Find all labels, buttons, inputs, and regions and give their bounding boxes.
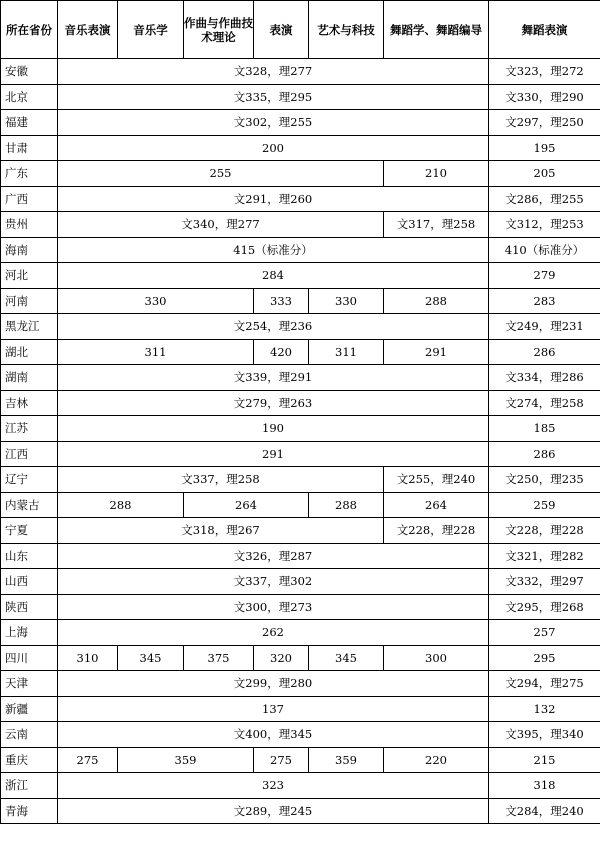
score-cell: 262 bbox=[58, 620, 489, 646]
dance-performance-cell: 文284，理240 bbox=[489, 798, 600, 824]
dance-performance-cell: 文295，理268 bbox=[489, 594, 600, 620]
table-row bbox=[1, 314, 600, 340]
dance-choreography-cell: 300 bbox=[384, 645, 489, 671]
table-row bbox=[1, 110, 600, 136]
score-cell: 文289，理245 bbox=[58, 798, 489, 824]
table-row bbox=[1, 135, 600, 161]
header-province: 所在省份 bbox=[1, 1, 58, 59]
dance-performance-cell: 185 bbox=[489, 416, 600, 442]
dance-performance-cell: 文249，理231 bbox=[489, 314, 600, 340]
dance-performance-cell: 410（标准分） bbox=[489, 237, 600, 263]
province-cell: 青海 bbox=[1, 798, 58, 824]
dance-choreography-cell: 文228，理228 bbox=[384, 518, 489, 544]
dance-performance-cell: 215 bbox=[489, 747, 600, 773]
table-row bbox=[1, 186, 600, 212]
dance-performance-cell: 文321，理282 bbox=[489, 543, 600, 569]
table-row bbox=[1, 390, 600, 416]
province-cell: 内蒙古 bbox=[1, 492, 58, 518]
table-row bbox=[1, 84, 600, 110]
province-cell: 广东 bbox=[1, 161, 58, 187]
score-cell: 文339，理291 bbox=[58, 365, 489, 391]
dance-performance-cell: 文274，理258 bbox=[489, 390, 600, 416]
table-row bbox=[1, 212, 600, 238]
province-cell: 宁夏 bbox=[1, 518, 58, 544]
header-dance-performance: 舞蹈表演 bbox=[489, 1, 600, 59]
province-cell: 甘肃 bbox=[1, 135, 58, 161]
table-row bbox=[1, 543, 600, 569]
score-cell: 311 bbox=[58, 339, 254, 365]
composition-cell: 375 bbox=[184, 645, 254, 671]
dance-performance-cell: 295 bbox=[489, 645, 600, 671]
dance-choreography-cell: 文317，理258 bbox=[384, 212, 489, 238]
province-cell: 云南 bbox=[1, 722, 58, 748]
province-cell: 海南 bbox=[1, 237, 58, 263]
dance-performance-cell: 259 bbox=[489, 492, 600, 518]
score-cell: 255 bbox=[58, 161, 384, 187]
header-musicology: 音乐学 bbox=[118, 1, 184, 59]
province-cell: 广西 bbox=[1, 186, 58, 212]
dance-choreography-cell: 220 bbox=[384, 747, 489, 773]
table-row bbox=[1, 620, 600, 646]
dance-choreography-cell: 文255，理240 bbox=[384, 467, 489, 493]
score-cell: 文299，理280 bbox=[58, 671, 489, 697]
table-row bbox=[1, 263, 600, 289]
dance-performance-cell: 文286，理255 bbox=[489, 186, 600, 212]
dance-choreography-cell: 291 bbox=[384, 339, 489, 365]
table-row bbox=[1, 518, 600, 544]
table-row bbox=[1, 747, 600, 773]
table-row bbox=[1, 59, 600, 85]
table-row bbox=[1, 722, 600, 748]
score-cell: 284 bbox=[58, 263, 489, 289]
acting-cell: 420 bbox=[254, 339, 309, 365]
table-row bbox=[1, 773, 600, 799]
table-row bbox=[1, 569, 600, 595]
table-row bbox=[1, 594, 600, 620]
score-cell: 264 bbox=[184, 492, 309, 518]
table-row bbox=[1, 467, 600, 493]
dance-performance-cell: 文297，理250 bbox=[489, 110, 600, 136]
score-cell: 137 bbox=[58, 696, 489, 722]
score-cell: 288 bbox=[58, 492, 184, 518]
dance-performance-cell: 318 bbox=[489, 773, 600, 799]
province-cell: 湖南 bbox=[1, 365, 58, 391]
dance-performance-cell: 文250，理235 bbox=[489, 467, 600, 493]
province-cell: 江苏 bbox=[1, 416, 58, 442]
score-cell: 190 bbox=[58, 416, 489, 442]
dance-performance-cell: 文228，理228 bbox=[489, 518, 600, 544]
acting-cell: 333 bbox=[254, 288, 309, 314]
dance-choreography-cell: 210 bbox=[384, 161, 489, 187]
score-cell: 文291，理260 bbox=[58, 186, 489, 212]
dance-performance-cell: 文330，理290 bbox=[489, 84, 600, 110]
score-cell: 415（标准分） bbox=[58, 237, 489, 263]
province-cell: 吉林 bbox=[1, 390, 58, 416]
table-row bbox=[1, 365, 600, 391]
table-row bbox=[1, 441, 600, 467]
score-cell: 文254，理236 bbox=[58, 314, 489, 340]
table-row bbox=[1, 671, 600, 697]
score-cell: 文318，理267 bbox=[58, 518, 384, 544]
dance-performance-cell: 286 bbox=[489, 441, 600, 467]
score-cell: 文337，理258 bbox=[58, 467, 384, 493]
header-dance-choreography: 舞蹈学、舞蹈编导 bbox=[384, 1, 489, 59]
province-cell: 四川 bbox=[1, 645, 58, 671]
dance-performance-cell: 文323，理272 bbox=[489, 59, 600, 85]
province-cell: 北京 bbox=[1, 84, 58, 110]
dance-performance-cell: 文334，理286 bbox=[489, 365, 600, 391]
score-cell: 文340，理277 bbox=[58, 212, 384, 238]
table-row bbox=[1, 339, 600, 365]
header-composition: 作曲与作曲技术理论 bbox=[184, 1, 254, 59]
art-technology-cell: 311 bbox=[309, 339, 384, 365]
province-cell: 河北 bbox=[1, 263, 58, 289]
score-cell: 330 bbox=[58, 288, 254, 314]
score-cell: 文279，理263 bbox=[58, 390, 489, 416]
dance-performance-cell: 文332，理297 bbox=[489, 569, 600, 595]
table-row bbox=[1, 161, 600, 187]
header-art-technology: 艺术与科技 bbox=[309, 1, 384, 59]
province-cell: 江西 bbox=[1, 441, 58, 467]
dance-performance-cell: 279 bbox=[489, 263, 600, 289]
province-cell: 山东 bbox=[1, 543, 58, 569]
music-performance-cell: 275 bbox=[58, 747, 118, 773]
score-cell: 文302，理255 bbox=[58, 110, 489, 136]
table-row bbox=[1, 645, 600, 671]
table-row bbox=[1, 237, 600, 263]
province-cell: 浙江 bbox=[1, 773, 58, 799]
province-cell: 福建 bbox=[1, 110, 58, 136]
art-technology-cell: 330 bbox=[309, 288, 384, 314]
table-row bbox=[1, 798, 600, 824]
province-cell: 上海 bbox=[1, 620, 58, 646]
score-cell: 323 bbox=[58, 773, 489, 799]
dance-performance-cell: 文312，理253 bbox=[489, 212, 600, 238]
province-cell: 天津 bbox=[1, 671, 58, 697]
dance-choreography-cell: 264 bbox=[384, 492, 489, 518]
art-technology-cell: 345 bbox=[309, 645, 384, 671]
acting-cell: 320 bbox=[254, 645, 309, 671]
table-row bbox=[1, 288, 600, 314]
province-cell: 贵州 bbox=[1, 212, 58, 238]
province-cell: 安徽 bbox=[1, 59, 58, 85]
province-cell: 新疆 bbox=[1, 696, 58, 722]
province-cell: 黑龙江 bbox=[1, 314, 58, 340]
dance-choreography-cell: 288 bbox=[384, 288, 489, 314]
header-row bbox=[1, 1, 600, 59]
dance-performance-cell: 195 bbox=[489, 135, 600, 161]
score-cell: 文300，理273 bbox=[58, 594, 489, 620]
music-performance-cell: 310 bbox=[58, 645, 118, 671]
score-cell: 文337，理302 bbox=[58, 569, 489, 595]
province-cell: 辽宁 bbox=[1, 467, 58, 493]
acting-cell: 275 bbox=[254, 747, 309, 773]
score-cell: 359 bbox=[118, 747, 254, 773]
province-cell: 陕西 bbox=[1, 594, 58, 620]
score-cell: 291 bbox=[58, 441, 489, 467]
header-acting: 表演 bbox=[254, 1, 309, 59]
musicology-cell: 345 bbox=[118, 645, 184, 671]
dance-performance-cell: 132 bbox=[489, 696, 600, 722]
score-cell: 文328，理277 bbox=[58, 59, 489, 85]
province-cell: 河南 bbox=[1, 288, 58, 314]
score-cell: 文326，理287 bbox=[58, 543, 489, 569]
dance-performance-cell: 286 bbox=[489, 339, 600, 365]
province-cell: 重庆 bbox=[1, 747, 58, 773]
header-music-performance: 音乐表演 bbox=[58, 1, 118, 59]
art-technology-cell: 359 bbox=[309, 747, 384, 773]
dance-performance-cell: 文294，理275 bbox=[489, 671, 600, 697]
province-cell: 山西 bbox=[1, 569, 58, 595]
dance-performance-cell: 257 bbox=[489, 620, 600, 646]
art-technology-cell: 288 bbox=[309, 492, 384, 518]
dance-performance-cell: 283 bbox=[489, 288, 600, 314]
score-cell: 200 bbox=[58, 135, 489, 161]
score-cell: 文400，理345 bbox=[58, 722, 489, 748]
province-cell: 湖北 bbox=[1, 339, 58, 365]
dance-performance-cell: 205 bbox=[489, 161, 600, 187]
table-row bbox=[1, 492, 600, 518]
dance-performance-cell: 文395，理340 bbox=[489, 722, 600, 748]
table-row bbox=[1, 416, 600, 442]
table-row bbox=[1, 696, 600, 722]
score-cell: 文335，理295 bbox=[58, 84, 489, 110]
